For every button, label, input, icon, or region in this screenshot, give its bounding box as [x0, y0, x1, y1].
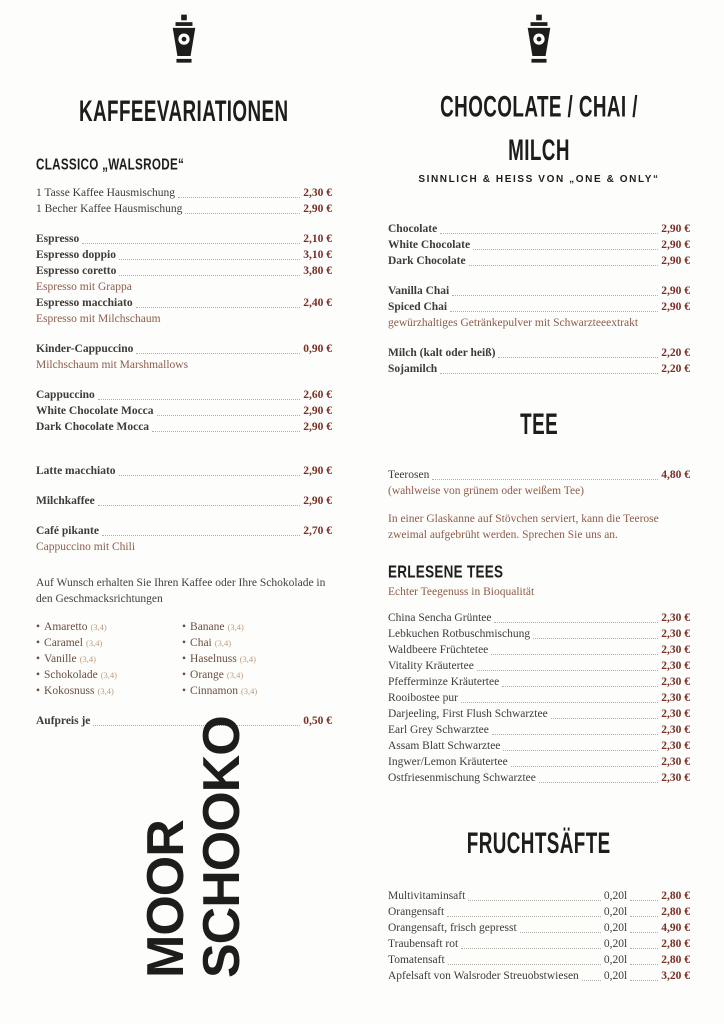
item-price: 2,90 € — [303, 405, 332, 417]
menu-item-row — [388, 738, 690, 754]
item-volume: 0,20l — [603, 906, 628, 918]
menu-item-row — [388, 658, 690, 674]
menu-item-row — [388, 706, 690, 722]
item-volume: 0,20l — [603, 970, 628, 982]
flavor-name: Banane — [190, 621, 225, 633]
dotted-leader — [630, 964, 658, 965]
menu-item-row — [388, 237, 690, 253]
menu-item-row — [388, 626, 690, 642]
flavor-footnote: (3,4) — [97, 686, 114, 696]
item-name: Spiced Chai — [388, 301, 448, 313]
item-name: Orangensaft, frisch gepresst — [388, 922, 517, 934]
item-price: 2,90 € — [303, 421, 332, 433]
flavors-list — [36, 619, 332, 699]
flavor-item — [182, 667, 328, 683]
item-name: Ingwer/Lemon Kräutertee — [388, 756, 508, 768]
menu-item-row — [36, 539, 332, 555]
item-name: Pfefferminze Kräutertee — [388, 676, 500, 688]
item-name: Chocolate — [388, 223, 438, 235]
dotted-leader — [452, 295, 658, 296]
flavor-item — [36, 619, 182, 635]
item-name: Aufpreis je — [36, 715, 91, 727]
menu-item-row — [388, 642, 690, 658]
right-column — [388, 14, 690, 984]
dotted-leader — [136, 307, 301, 308]
menu-item-row — [388, 467, 690, 483]
menu-item-row — [36, 403, 332, 419]
dotted-leader — [468, 900, 601, 901]
flavor-name: Vanille — [44, 653, 77, 665]
dotted-leader — [494, 622, 658, 623]
flavor-name: Cinnamon — [190, 685, 238, 697]
menu-item-row — [388, 221, 690, 237]
item-price: 2,30 € — [661, 628, 690, 640]
dotted-leader — [450, 311, 658, 312]
item-name: Darjeeling, First Flush Schwarztee — [388, 708, 548, 720]
item-price: 2,80 € — [661, 954, 690, 966]
bullet-icon: • — [182, 637, 187, 649]
menu-item-row — [388, 299, 690, 315]
dotted-leader — [157, 415, 301, 416]
flavor-item — [36, 635, 182, 651]
item-price: 2,90 € — [661, 285, 690, 297]
menu-item-row — [36, 311, 332, 327]
dotted-leader — [473, 249, 658, 250]
moor-schooko-cup-logo-icon — [168, 14, 200, 68]
menu-item-row — [388, 952, 690, 968]
dotted-leader — [630, 932, 658, 933]
item-name: Multivitaminsaft — [388, 890, 466, 902]
flavor-item — [36, 667, 182, 683]
flavor-name: Schokolade — [44, 669, 98, 681]
item-volume: 0,20l — [603, 890, 628, 902]
item-name: Earl Grey Schwarztee — [388, 724, 489, 736]
moor-schooko-cup-logo-icon — [523, 14, 555, 68]
item-name: White Chocolate Mocca — [36, 405, 154, 417]
item-name: Latte macchiato — [36, 465, 116, 477]
bullet-icon: • — [36, 685, 41, 697]
erlesene-tees-subheading: Echter Teegenuss in Bioqualität — [388, 586, 535, 598]
item-price: 2,20 € — [661, 363, 690, 375]
chocolate-chai-milch-title-text: CHOCOLATE / CHAI / MILCH — [440, 89, 638, 167]
dotted-leader — [119, 275, 300, 276]
menu-item-row — [36, 419, 332, 435]
flavor-name: Caramel — [44, 637, 83, 649]
dotted-leader — [432, 479, 658, 480]
flavor-item — [182, 683, 328, 699]
classico-walsrode-heading: CLASSICO „WALSRODE“ — [36, 155, 185, 173]
item-price: 2,90 € — [303, 495, 332, 507]
dotted-leader — [447, 916, 601, 917]
dotted-leader — [136, 353, 300, 354]
flavors-column-1 — [36, 619, 182, 699]
item-price: 2,90 € — [661, 301, 690, 313]
dotted-leader — [448, 964, 601, 965]
bullet-icon: • — [182, 653, 187, 665]
menu-item-row — [388, 674, 690, 690]
menu-item-row — [388, 904, 690, 920]
flavor-footnote: (3,4) — [226, 670, 244, 680]
dotted-leader — [102, 535, 300, 536]
item-name: Milch (kalt oder heiß) — [388, 347, 496, 359]
flavor-footnote: (3,4) — [90, 622, 107, 632]
dotted-leader — [539, 782, 658, 783]
dotted-leader — [492, 734, 658, 735]
menu-item-row — [388, 283, 690, 299]
flavor-name: Chai — [190, 637, 212, 649]
tee-title-text: TEE — [520, 407, 558, 441]
item-name: 1 Tasse Kaffee Hausmischung — [36, 187, 175, 199]
item-volume: 0,20l — [603, 954, 628, 966]
flavor-item — [182, 651, 328, 667]
item-price: 2,30 € — [661, 708, 690, 720]
flavor-name: Kokosnuss — [44, 685, 95, 697]
item-name: Kinder-Cappuccino — [36, 343, 134, 355]
menu-item-row — [36, 387, 332, 403]
menu-item-row — [36, 493, 332, 509]
menu-item-row — [36, 247, 332, 263]
dotted-leader — [551, 718, 659, 719]
item-price: 2,90 € — [661, 255, 690, 267]
fruchtsaefte-title — [388, 826, 690, 864]
flavor-item — [182, 635, 328, 651]
item-price: 2,30 € — [303, 187, 332, 199]
flavor-footnote: (3,4) — [85, 638, 103, 648]
juice-price-list — [388, 888, 690, 984]
menu-item-row — [388, 610, 690, 626]
dotted-leader — [630, 916, 658, 917]
dotted-leader — [469, 265, 659, 266]
dotted-leader — [630, 948, 658, 949]
menu-item-row — [36, 295, 332, 311]
dotted-leader — [491, 654, 658, 655]
item-name: Traubensaft rot — [388, 938, 459, 950]
dotted-leader — [477, 670, 658, 671]
fruchtsaefte-title-text: FRUCHTSÄFTE — [467, 826, 611, 860]
flavor-footnote: (3,4) — [79, 654, 96, 664]
item-price: 2,30 € — [661, 740, 690, 752]
tee-note-text: In einer Glaskanne auf Stövchen serviert, kann die Teerose zweimal aufgebrüht werden. Sprechen Sie uns an. — [388, 513, 659, 541]
chocolate-chai-milch-title — [388, 89, 690, 167]
item-name: Dark Chocolate — [388, 255, 466, 267]
item-name: Dark Chocolate Mocca — [36, 421, 150, 433]
dotted-leader — [440, 373, 658, 374]
menu-item-row — [36, 263, 332, 279]
item-name: Ostfriesenmischung Schwarztee — [388, 772, 536, 784]
dotted-leader — [461, 702, 658, 703]
item-price: 2,30 € — [661, 612, 690, 624]
menu-item-row — [388, 361, 690, 377]
flavor-footnote: (3,4) — [227, 622, 244, 632]
flavor-footnote: (3,4) — [214, 638, 232, 648]
item-price: 2,10 € — [303, 233, 332, 245]
item-name: Teerosen — [388, 469, 430, 481]
item-name: 1 Becher Kaffee Hausmischung — [36, 203, 183, 215]
item-price: 2,30 € — [661, 676, 690, 688]
item-price: 0,50 € — [303, 715, 332, 727]
tee-price-list — [388, 467, 690, 499]
item-name: Vanilla Chai — [388, 285, 450, 297]
dotted-leader — [630, 900, 658, 901]
tee-title — [388, 407, 690, 445]
item-price: 2,40 € — [303, 297, 332, 309]
flavor-footnote: (3,4) — [239, 654, 256, 664]
item-price: 2,70 € — [303, 525, 332, 537]
erlesene-tees-heading: ERLESENE TEES — [388, 561, 504, 582]
item-name: Lebkuchen Rotbuschmischung — [388, 628, 531, 640]
item-name: Espresso doppio — [36, 249, 117, 261]
menu-item-row — [36, 185, 332, 201]
item-price: 2,30 € — [661, 772, 690, 784]
bullet-icon: • — [36, 653, 41, 665]
item-name: Assam Blatt Schwarztee — [388, 740, 501, 752]
item-name: China Sencha Grüntee — [388, 612, 492, 624]
menu-item-row — [388, 920, 690, 936]
item-name: White Chocolate — [388, 239, 471, 251]
item-name: Waldbeere Früchtetee — [388, 644, 489, 656]
flavor-item — [36, 683, 182, 699]
menu-item-row — [388, 253, 690, 269]
chocolate-subtitle: SINNLICH & HEISS VON „ONE & ONLY“ — [418, 174, 660, 185]
item-name: gewürzhaltiges Getränkepulver mit Schwarzteeextrakt — [388, 317, 639, 329]
menu-item-row — [388, 968, 690, 984]
kaffeevariationen-title — [36, 94, 332, 132]
classico-price-list — [36, 185, 332, 555]
menu-item-row — [36, 523, 332, 539]
dotted-leader — [82, 243, 300, 244]
brand-logo-left — [36, 14, 332, 68]
item-price: 3,10 € — [303, 249, 332, 261]
tea-price-list — [388, 610, 690, 786]
kaffeevariationen-title-text: KAFFEEVARIATIONEN — [79, 94, 289, 128]
dotted-leader — [511, 766, 659, 767]
menu-item-row — [36, 279, 332, 295]
item-name: Milchkaffee — [36, 495, 95, 507]
menu-item-row — [36, 231, 332, 247]
item-name: Espresso — [36, 233, 80, 245]
brand-word-schooko: SCHOOKO — [193, 716, 251, 978]
item-name: Cappuccino mit Chili — [36, 541, 136, 553]
item-price: 2,90 € — [661, 239, 690, 251]
item-volume: 0,20l — [603, 922, 628, 934]
flavor-item — [36, 651, 182, 667]
item-price: 4,90 € — [661, 922, 690, 934]
dotted-leader — [582, 980, 601, 981]
item-price: 2,90 € — [303, 465, 332, 477]
menu-item-row — [388, 936, 690, 952]
item-name: Milchschaum mit Marshmallows — [36, 359, 189, 371]
flavor-name: Amaretto — [44, 621, 88, 633]
chocolate-price-list — [388, 221, 690, 377]
item-name: Espresso mit Milchschaum — [36, 313, 161, 325]
menu-item-row — [388, 690, 690, 706]
dotted-leader — [502, 686, 658, 687]
item-name: Orangensaft — [388, 906, 445, 918]
dotted-leader — [98, 505, 300, 506]
menu-item-row — [388, 754, 690, 770]
menu-item-row — [36, 201, 332, 217]
menu-item-row — [388, 888, 690, 904]
brand-logo-right — [388, 14, 690, 68]
flavor-name: Orange — [190, 669, 224, 681]
bullet-icon: • — [182, 669, 187, 681]
menu-item-row — [36, 357, 332, 373]
item-price: 2,60 € — [303, 389, 332, 401]
item-name: Vitality Kräutertee — [388, 660, 474, 672]
dotted-leader — [185, 213, 300, 214]
item-price: 2,80 € — [661, 890, 690, 902]
dotted-leader — [461, 948, 601, 949]
menu-item-row — [388, 722, 690, 738]
bullet-icon: • — [182, 685, 187, 697]
dotted-leader — [119, 259, 300, 260]
menu-item-row — [388, 315, 690, 331]
bullet-icon: • — [36, 669, 41, 681]
item-name: Espresso coretto — [36, 265, 117, 277]
item-name: Espresso mit Grappa — [36, 281, 132, 293]
dotted-leader — [152, 431, 300, 432]
dotted-leader — [503, 750, 658, 751]
flavor-footnote: (3,4) — [240, 686, 258, 696]
item-price: 3,20 € — [661, 970, 690, 982]
dotted-leader — [440, 233, 658, 234]
item-price: 2,30 € — [661, 724, 690, 736]
item-name: Sojamilch — [388, 363, 438, 375]
item-name: (wahlweise von grünem oder weißem Tee) — [388, 485, 585, 497]
item-price: 0,90 € — [303, 343, 332, 355]
bullet-icon: • — [36, 637, 41, 649]
dotted-leader — [98, 399, 300, 400]
menu-item-row — [36, 463, 332, 479]
brand-word-moor: MOOR — [137, 820, 195, 978]
item-price: 2,80 € — [661, 938, 690, 950]
flavor-name: Haselnuss — [190, 653, 237, 665]
item-name: Espresso macchiato — [36, 297, 133, 309]
menu-item-row — [36, 341, 332, 357]
bullet-icon: • — [36, 621, 41, 633]
menu-item-row — [388, 345, 690, 361]
dotted-leader — [178, 197, 300, 198]
dotted-leader — [630, 980, 658, 981]
item-price: 2,30 € — [661, 644, 690, 656]
menu-item-row — [388, 483, 690, 499]
dotted-leader — [498, 357, 658, 358]
dotted-leader — [119, 475, 301, 476]
flavors-intro-text: Auf Wunsch erhalten Sie Ihren Kaffee oder Ihre Schokolade in den Geschmacksrichtungen — [36, 577, 326, 605]
vertical-brand-wordmark — [138, 716, 250, 978]
item-price: 4,80 € — [661, 469, 690, 481]
item-price: 2,80 € — [661, 906, 690, 918]
item-name: Apfelsaft von Walsroder Streuobstwiesen — [388, 970, 579, 982]
item-price: 2,30 € — [661, 756, 690, 768]
item-volume: 0,20l — [603, 938, 628, 950]
menu-item-row — [388, 770, 690, 786]
dotted-leader — [520, 932, 601, 933]
item-name: Tomatensaft — [388, 954, 445, 966]
item-name: Café pikante — [36, 525, 99, 537]
item-price: 2,30 € — [661, 692, 690, 704]
item-price: 2,90 € — [303, 203, 332, 215]
flavors-column-2 — [182, 619, 328, 699]
dotted-leader — [533, 638, 658, 639]
flavor-item — [182, 619, 328, 635]
flavor-footnote: (3,4) — [100, 670, 117, 680]
item-price: 3,80 € — [303, 265, 332, 277]
item-price: 2,30 € — [661, 660, 690, 672]
bullet-icon: • — [182, 621, 187, 633]
item-name: Rooibostee pur — [388, 692, 458, 704]
item-name: Cappuccino — [36, 389, 95, 401]
item-price: 2,20 € — [661, 347, 690, 359]
item-price: 2,90 € — [661, 223, 690, 235]
